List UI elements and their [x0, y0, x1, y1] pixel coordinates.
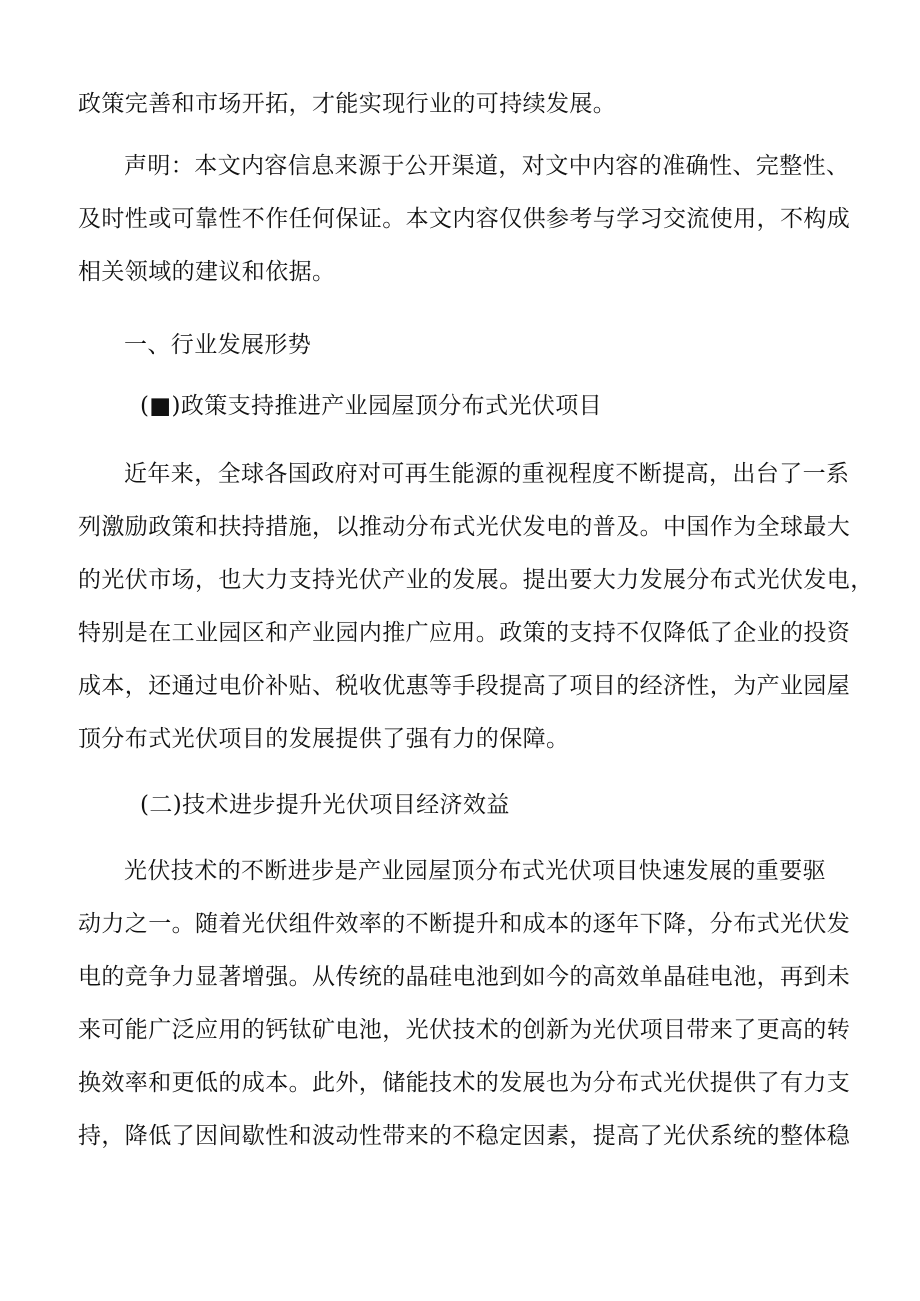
paragraph-line: 政策完善和市场开拓，才能实现行业的可持续发展。	[78, 91, 617, 117]
disclaimer-line: 相关领域的建议和依据。	[78, 259, 336, 285]
paragraph-line: 电的竞争力显著增强。从传统的晶硅电池到如今的高效单晶硅电池，再到未	[78, 964, 851, 990]
paragraph-line: 的光伏市场，也大力支持光伏产业的发展。提出要大力发展分布式光伏发电，	[78, 567, 874, 593]
subsection-heading: (■)政策支持推进产业园屋顶分布式光伏项目	[140, 393, 603, 419]
paragraph-line: 近年来，全球各国政府对可再生能源的重视程度不断提高，出台了一系	[124, 461, 850, 487]
paragraph-line: 动力之一。随着光伏组件效率的不断提升和成本的逐年下降，分布式光伏发	[78, 911, 851, 937]
paragraph-line: 特别是在工业园区和产业园内推广应用。政策的支持不仅降低了企业的投资	[78, 620, 851, 646]
paragraph-line: 来可能广泛应用的钙钛矿电池，光伏技术的创新为光伏项目带来了更高的转	[78, 1017, 851, 1043]
disclaimer-line: 及时性或可靠性不作任何保证。本文内容仅供参考与学习交流使用，不构成	[78, 206, 851, 232]
paragraph-line: 换效率和更低的成本。此外，储能技术的发展也为分布式光伏提供了有力支	[78, 1070, 851, 1096]
paragraph-line: 顶分布式光伏项目的发展提供了强有力的保障。	[78, 726, 570, 752]
paragraph-line: 成本，还通过电价补贴、税收优惠等手段提高了项目的经济性，为产业园屋	[78, 673, 851, 699]
disclaimer-line: 声明：本文内容信息来源于公开渠道，对文中内容的准确性、完整性、	[124, 153, 850, 179]
paragraph-line: 持，降低了因间歇性和波动性带来的不稳定因素，提高了光伏系统的整体稳	[78, 1123, 851, 1149]
paragraph-line: 列激励政策和扶持措施，以推动分布式光伏发电的普及。中国作为全球最大	[78, 514, 851, 540]
subsection-heading: (二)技术进步提升光伏项目经济效益	[140, 792, 510, 818]
paragraph-line: 光伏技术的不断进步是产业园屋顶分布式光伏项目快速发展的重要驱	[124, 858, 826, 884]
section-heading: 一、行业发展形势	[124, 332, 312, 358]
